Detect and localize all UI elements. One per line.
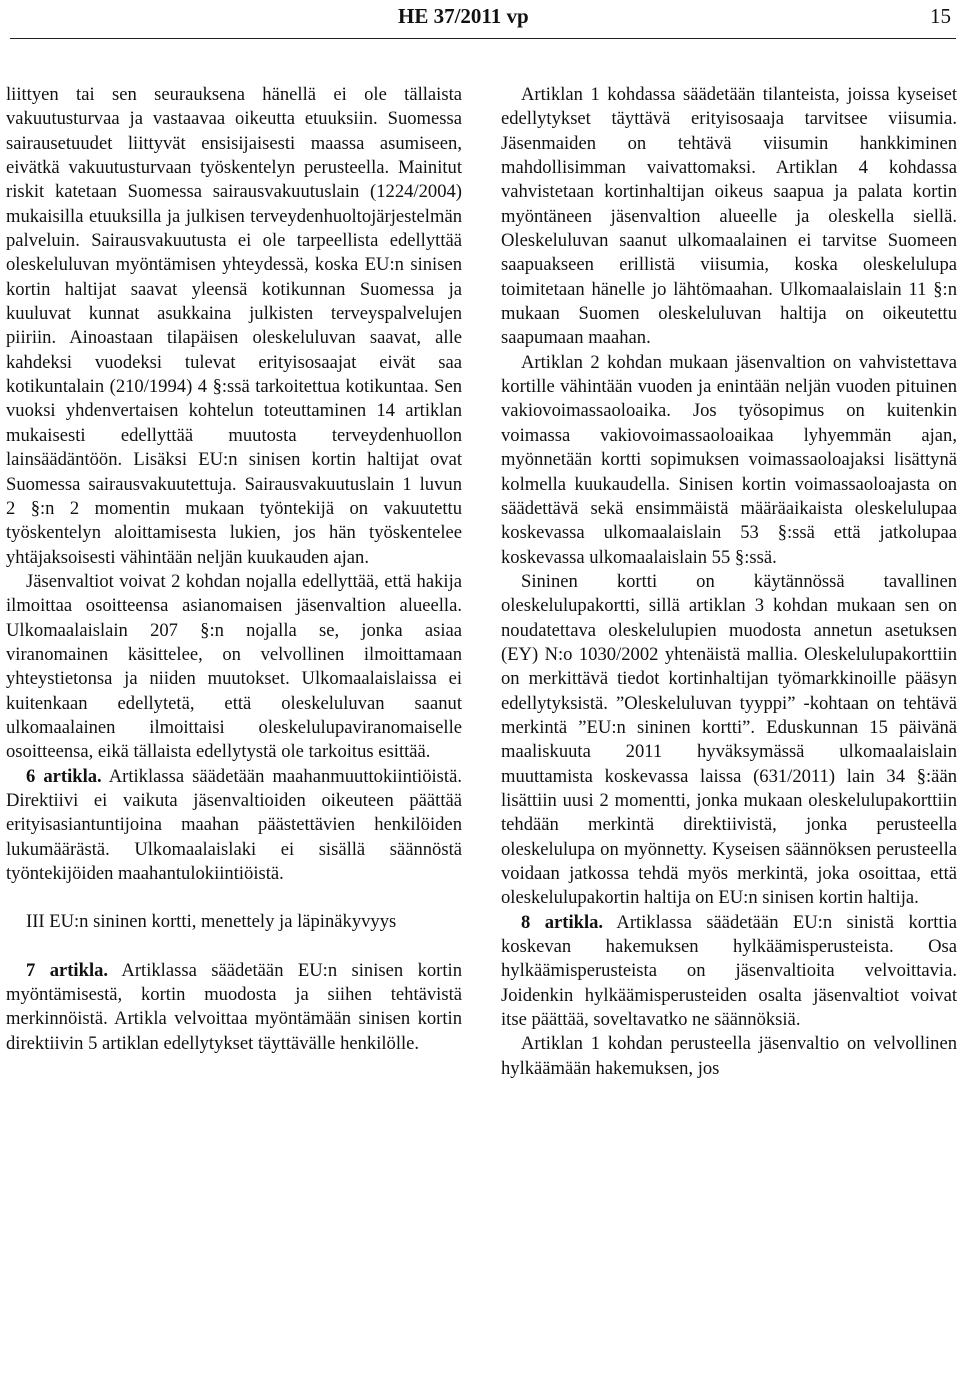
article-text: Artiklassa säädetään EU:n sinistä korttia koskevan hakemuksen hylkäämisperusteista. Osa hylkäämisperusteista on jäsenvaltioita velvoittavia. Joidenkin hylkäämisperusteiden osalta jäsenvaltiot voivat itse päättää, soveltavatko ne säännöksiä. — [501, 911, 957, 1031]
paragraph: Artiklan 1 kohdassa säädetään tilanteista, joissa kyseiset edellytykset täyttävä erityisosaaja tarvitsee viisumia. Jäsenmaiden on tehtävä viisumin hankkiminen mahdollisimman vaivattomaksi. Artiklan 4 kohdassa vahvistetaan kortinhaltijan oikeus saapua ja palata kortin myöntäneen jäsenvaltion alueelle ja oleskella siellä. Oleskeluluvan saanut ulkomaalainen ei tarvitse Suomeen saapuakseen erillistä viisumia, koska oleskelulupa toimitetaan hänelle jo lähtömaahan. Ulkomaalaislain 11 §:n mukaan Suomen oleskeluluvan haltija on oikeutettu saapumaan maahan. — [501, 84, 957, 349]
article-label: 6 artikla. — [26, 765, 102, 787]
left-column — [6, 83, 462, 1056]
right-column — [501, 83, 957, 1081]
paragraph: Sininen kortti on käytännössä tavallinen oleskelulupakortti, sillä artiklan 3 kohdan mukaan sen on noudatettava oleskelulupien muodosta annetun asetuksen (EY) N:o 1030/2002 yhtenäistä mallia. Oleskelulupakorttiin on merkittävä tiedot kortinhaltijan työmarkkinoille pääsyn edellytyksistä. ”Oleskeluluvan tyyppi” -kohtaan on tehtävä merkintä ”EU:n sininen kortti”. Eduskunnan 15 päivänä maaliskuuta 2011 hyväksymässä ulkomaalaislain muuttamista koskevassa laissa (631/2011) lain 34 §:ään lisättiin uusi 2 momentti, jonka mukaan oleskelulupakorttiin tehdään merkintä direktiivistä, jonka perusteella oleskelulupa on myönnetty. Kyseisen säännöksen perusteella voidaan jatkossa tehdä myös merkintä, joka osoittaa, että oleskelulupakortin haltija on EU:n sinisen kortin haltija. — [501, 570, 957, 909]
article-text: Artiklassa säädetään EU:n sinisen kortin myöntämisestä, kortin muodosta ja siihen tehtävistä merkinnöistä. Artikla velvoittaa myöntämään sinisen kortin direktiivin 5 artiklan edellytykset täyttävälle henkilölle. — [6, 959, 462, 1054]
article-label: 8 artikla. — [521, 911, 604, 933]
article-text: Artiklassa säädetään maahanmuuttokiintiöistä. Direktiivi ei vaikuta jäsenvaltioiden oikeuteen päättää erityisasiantuntijoina maahan päästettävien henkilöiden lukumäärästä. Ulkomaalaislaki ei sisällä säännöstä työntekijöiden maahantulokiintiöistä. — [6, 765, 462, 884]
section-heading: III EU:n sininen kortti, menettely ja läpinäkyvyys — [26, 911, 397, 933]
article-8-paragraph — [501, 911, 957, 1033]
spacer — [6, 886, 462, 910]
document-id: HE 37/2011 vp — [398, 4, 529, 28]
article-6-paragraph — [6, 765, 462, 887]
paragraph: Artiklan 2 kohdan mukaan jäsenvaltion on vahvistettava kortille vähintään vuoden ja enintään neljän vuoden pituinen vakiovoimassaoloaika. Jos työsopimus on kuitenkin voimassa vakiovoimassaoloaikaa lyhyemmän ajan, myönnetään kortti sopimuksen voimassaoloajaksi lisättynä kolmella kuukaudella. Sinisen kortin voimassaoloajasta on säädettävä sekä ensimmäistä määräaikaista oleskelulupaa koskevassa ulkomaalaislain 53 §:ssä että jatkolupaa koskevassa ulkomaalaislain 55 §:ssä. — [501, 351, 957, 568]
paragraph: liittyen tai sen seurauksena hänellä ei ole tällaista vakuutusturvaa ja vastaavaa oikeutta etuuksiin. Suomessa sairausetuudet liittyvät ensisijaisesti maassa asumiseen, eivätkä vakuutusturvaan työskentelyn perusteella. Mainitut riskit katetaan Suomessa sairausvakuutuslain (1224/2004) mukaisilla etuuksilla ja julkisen terveydenhuoltojärjestelmän palveluin. Sairausvakuutusta ei ole tarpeellista edellyttää oleskeluluvan myöntämisen yhteydessä, koska EU:n sinisen kortin haltijat saavat yleensä kotikunnan Suomessa ja kuuluvat kunnat asukkaina julkisten terveyspalvelujen piiriin. Ainoastaan tilapäisen oleskeluluvan saavat, alle kahdeksi vuodeksi tulevat erityisosaajat eivät saa kotikuntalain (210/1994) 4 §:ssä tarkoitettua kotikuntaa. Sen vuoksi yhdenvertaisen kohtelun toteuttaminen 14 artiklan mukaisesti edellyttää muutosta terveydenhuollon lainsäädäntöön. Lisäksi EU:n sinisen kortin haltijat ovat Suomessa sairausvakuutettuja. Sairausvakuutuslain 1 luvun 2 §:n 2 momentin mukaan työntekijä on vakuutettu työskentelyn aloittamisesta lukien, jos hän työskentelee yhtäjaksoisesti vähintään neljän kuukauden ajan. — [6, 84, 462, 568]
header-divider — [10, 38, 956, 39]
article-label: 7 artikla. — [26, 959, 109, 981]
paragraph: Artiklan 1 kohdan perusteella jäsenvaltio on velvollinen hylkäämään hakemuksen, jos — [501, 1033, 957, 1079]
paragraph: Jäsenvaltiot voivat 2 kohdan nojalla edellyttää, että hakija ilmoittaa osoitteensa asianomaisen jäsenvaltion alueella. Ulkomaalaislain 207 §:n nojalla se, jonka asiaa viranomainen käsittelee, on velvollinen ilmoittamaan yhteystietonsa ja niiden muutokset. Ulkomaalaislaissa ei kuitenkaan edellytetä, että oleskeluluvan saanut ulkomaalainen ilmoittaisi oleskelulupaviranomaiselle osoitteensa, eikä tällaista edellytystä ole tarkoitus esittää. — [6, 570, 462, 763]
spacer — [6, 935, 462, 959]
page-header — [0, 0, 960, 40]
article-7-paragraph — [6, 959, 462, 1056]
page-number: 15 — [930, 4, 951, 28]
